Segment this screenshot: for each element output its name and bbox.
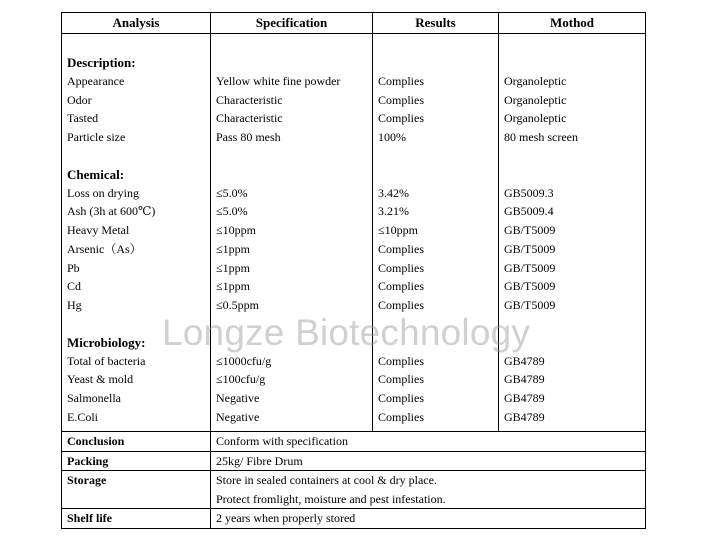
shelf-life-row [62, 509, 646, 529]
method-value: 80 mesh screen [504, 130, 578, 145]
specification-column [211, 34, 373, 432]
spec-value: ≤1ppm [216, 260, 250, 275]
storage-row [62, 471, 646, 509]
result-value: Complies [378, 409, 425, 424]
header-row [62, 13, 646, 34]
analysis-item: Total of bacteria [67, 353, 146, 368]
packing-label: Packing [62, 451, 211, 471]
result-value: 3.42% [378, 185, 409, 200]
analysis-item: Loss on drying [67, 185, 139, 200]
analysis-item: E.Coli [67, 409, 99, 424]
section-title-microbiology: Microbiology: [67, 334, 146, 350]
specification-sheet [61, 12, 645, 529]
spec-value: ≤1ppm [216, 279, 250, 294]
result-value: Complies [378, 241, 425, 256]
analysis-item: Yeast & mold [67, 372, 134, 387]
result-value: Complies [378, 92, 425, 107]
spec-value: ≤5.0% [216, 185, 248, 200]
conclusion-value: Conform with specification [211, 432, 646, 452]
analysis-item: Particle size [67, 130, 126, 145]
section-title-description: Description: [67, 55, 136, 70]
method-value: GB4789 [504, 409, 545, 424]
method-value: Organoleptic [504, 74, 567, 88]
header-specification: Specification [211, 13, 373, 34]
result-value: Complies [378, 260, 425, 275]
header-analysis: Analysis [62, 13, 211, 34]
analysis-item: Salmonella [67, 390, 121, 405]
method-value: GB/T5009 [504, 297, 556, 312]
spec-value: Pass 80 mesh [216, 130, 281, 145]
method-value: GB/T5009 [504, 223, 556, 238]
coa-table [61, 12, 646, 529]
method-value: Organoleptic [504, 92, 567, 107]
spec-value: ≤100cfu/g [216, 372, 266, 387]
storage-value [211, 471, 646, 509]
result-value: Complies [378, 297, 425, 312]
analysis-item: Odor [67, 92, 92, 107]
storage-label: Storage [62, 471, 211, 509]
body-row [62, 34, 646, 432]
packing-row [62, 451, 646, 471]
result-value: Complies [378, 279, 425, 294]
method-value: GB5009.3 [504, 185, 554, 200]
method-value: GB5009.4 [504, 204, 554, 219]
results-column [373, 34, 499, 432]
analysis-item: Hg [67, 297, 82, 312]
method-value: GB/T5009 [504, 260, 556, 275]
result-value: Complies [378, 111, 425, 126]
method-value: Organoleptic [504, 111, 567, 126]
header-results: Results [373, 13, 499, 34]
result-value: Complies [378, 353, 425, 368]
spec-value: ≤10ppm [216, 223, 256, 238]
section-title-chemical: Chemical: [67, 166, 125, 182]
result-value: ≤10ppm [378, 223, 418, 238]
spec-value: Yellow white fine powder [216, 74, 341, 88]
result-value: Complies [378, 372, 425, 387]
method-column [499, 34, 646, 432]
shelf-life-label: Shelf life [62, 509, 211, 529]
spec-value: Negative [216, 390, 260, 405]
spec-value: ≤1ppm [216, 241, 250, 256]
storage-line-1: Store in sealed containers at cool & dry place. [216, 473, 437, 488]
watermark-text: Longze Biotechnology [162, 312, 531, 353]
method-value: GB4789 [504, 390, 545, 405]
conclusion-label: Conclusion [62, 432, 211, 452]
storage-line-2: Protect fromlight, moisture and pest infestation. [216, 491, 446, 506]
spec-value: ≤0.5ppm [216, 297, 259, 312]
method-value: GB4789 [504, 372, 545, 387]
spec-value: Characteristic [216, 111, 283, 126]
analysis-item: Tasted [67, 111, 99, 126]
spec-value: Characteristic [216, 92, 283, 107]
shelf-life-value: 2 years when properly stored [211, 509, 646, 529]
analysis-item: Appearance [67, 74, 125, 88]
spec-value: Negative [216, 409, 260, 424]
method-value: GB4789 [504, 353, 545, 368]
spec-value: ≤5.0% [216, 204, 248, 219]
analysis-item: Cd [67, 279, 82, 294]
spec-value: ≤1000cfu/g [216, 353, 272, 368]
packing-value: 25kg/ Fibre Drum [211, 451, 646, 471]
result-value: 3.21% [378, 204, 409, 219]
analysis-column [62, 34, 211, 432]
analysis-item: Pb [67, 260, 80, 275]
result-value: 100% [378, 130, 406, 145]
result-value: Complies [378, 74, 425, 88]
method-value: GB/T5009 [504, 279, 556, 294]
analysis-item: Heavy Metal [67, 223, 130, 238]
conclusion-row [62, 432, 646, 452]
analysis-item: Ash (3h at 600℃) [67, 204, 156, 219]
header-method: Mothod [499, 13, 646, 34]
analysis-item: Arsenic（As） [67, 241, 142, 256]
method-value: GB/T5009 [504, 241, 556, 256]
result-value: Complies [378, 390, 425, 405]
